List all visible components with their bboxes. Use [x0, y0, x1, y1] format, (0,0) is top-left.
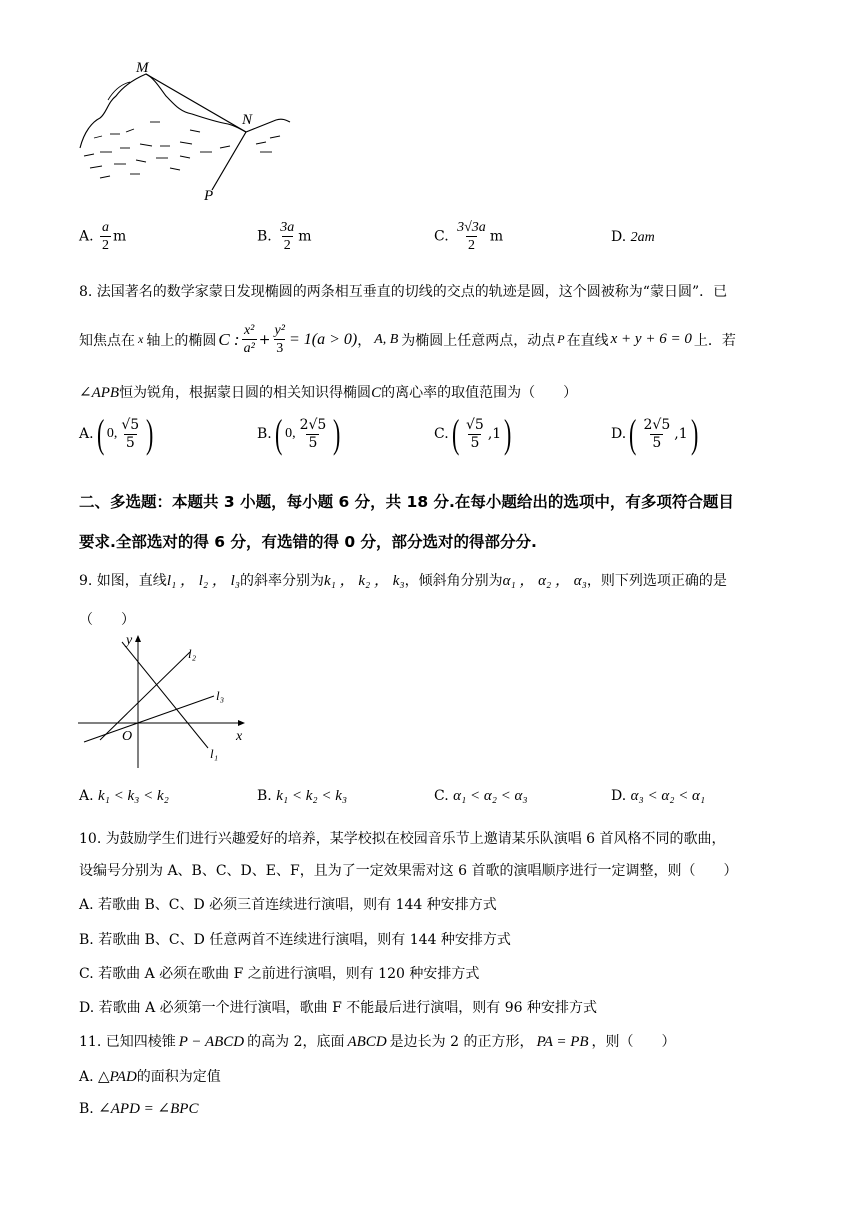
label-l2: l₂: [188, 646, 197, 661]
text: 的斜率分别为: [239, 573, 324, 589]
q8-line-3: [79, 382, 577, 402]
mountain-figure: [70, 60, 300, 210]
denominator: 3: [276, 341, 284, 356]
base: ABCD: [347, 1034, 387, 1050]
q8-line-2: [79, 322, 736, 357]
interval-end: ,1: [674, 426, 688, 442]
denominator: 5: [125, 434, 135, 451]
q7-option-c: [434, 219, 503, 254]
section-heading-line-2: 要求.全部选对的得 6 分，有选错的得 0 分，部分选对的得部分分.: [79, 533, 537, 551]
numerator: √5: [121, 416, 140, 433]
interval-start: 0,: [106, 426, 118, 441]
denominator: 2: [283, 238, 291, 253]
text: 的面积为定值: [136, 1069, 221, 1085]
unit: m: [113, 228, 127, 245]
label-M: M: [136, 60, 149, 76]
option-letter: A.: [79, 1069, 94, 1085]
option-letter: C.: [434, 228, 449, 245]
fraction: [464, 417, 486, 452]
left-paren: (: [274, 411, 283, 456]
lines: l₁ ， l₂ ， l₃: [166, 573, 240, 589]
q9-coordinate-figure: [76, 630, 266, 770]
numerator: 2√5: [299, 416, 327, 433]
option-letter: B.: [79, 1101, 94, 1117]
denominator: a²: [243, 341, 255, 356]
q7-option-b: [257, 219, 311, 254]
numerator: y²: [274, 323, 285, 338]
option-value: α₃ < α₂ < α₁: [630, 788, 706, 804]
fraction: [298, 417, 329, 452]
q9-line-2: （ ）: [79, 612, 135, 628]
option-letter: B.: [257, 426, 272, 442]
label-P: P: [204, 188, 214, 204]
var-x: x: [138, 332, 144, 346]
ellipse-name: C :: [218, 329, 240, 349]
unit: m: [489, 228, 504, 245]
q9-option-b: [257, 788, 347, 805]
ellipse-name: C: [371, 385, 382, 401]
denominator: 2: [467, 238, 475, 253]
fraction: [455, 219, 488, 254]
text: 轴上的椭圆: [146, 332, 217, 349]
q11-option-a: [79, 1066, 221, 1086]
option-letter: D.: [611, 426, 627, 442]
text: 上．若: [693, 332, 736, 349]
option-value: k₁ < k₂ < k₃: [276, 788, 348, 804]
option-letter: D.: [611, 788, 627, 804]
interval-end: ,1: [487, 426, 502, 442]
left-paren: (: [96, 411, 104, 456]
option-letter: D.: [611, 229, 627, 245]
label-l3: l₃: [216, 688, 225, 703]
right-paren: ): [333, 411, 341, 456]
text: 是边长为 2 的正方形，: [389, 1034, 534, 1050]
equation: PA = PB: [536, 1034, 589, 1050]
right-paren: ): [690, 411, 698, 456]
interval-start: 0,: [285, 426, 296, 441]
label-origin: O: [122, 729, 133, 744]
equation: = 1(a > 0): [288, 330, 358, 348]
line-l2: [100, 652, 190, 740]
text: 9. 如图，直线: [79, 573, 167, 589]
denominator: 2: [102, 238, 110, 253]
text: ，: [357, 332, 372, 349]
denominator: 5: [470, 434, 480, 451]
q10-line-2: 设编号分别为 A、B、C、D、E、F，且为了一定效果需对这 6 首歌的演唱顺序进行一定调整，则（ ）: [79, 863, 738, 879]
text: 的离心率的取值范围为（ ）: [381, 385, 578, 401]
option-letter: A.: [79, 426, 94, 442]
angle: ∠APB: [79, 385, 120, 401]
pyramid: P − ABCD: [178, 1034, 245, 1050]
option-letter: A.: [79, 228, 94, 245]
q10-option-a: A. 若歌曲 B、C、D 必须三首连续进行演唱，则有 144 种安排方式: [79, 897, 497, 913]
numerator: √5: [466, 416, 484, 433]
line-equation: x + y + 6 = 0: [610, 331, 692, 347]
q10-option-c: C. 若歌曲 A 必须在歌曲 F 之前进行演唱，则有 120 种安排方式: [79, 966, 480, 982]
label-l1: l₁: [210, 746, 219, 761]
slopes: k₁ ， k₂ ， k₃: [323, 573, 405, 589]
option-value: α₁ < α₂ < α₃: [453, 788, 528, 804]
text: 的高为 2，底面: [247, 1034, 345, 1050]
q10-option-d: D. 若歌曲 A 必须第一个进行演唱，歌曲 F 不能最后进行演唱，则有 96 种安排方式: [79, 1000, 597, 1016]
right-paren: ): [146, 411, 154, 456]
option-letter: A.: [79, 788, 94, 804]
q7-option-a: [79, 219, 126, 254]
label-N: N: [242, 112, 253, 128]
numerator: 3a: [280, 220, 295, 235]
label-x: x: [236, 729, 243, 744]
q9-option-a: [79, 788, 169, 805]
numerator: 2√5: [643, 416, 671, 433]
unit: m: [298, 228, 312, 245]
left-paren: (: [451, 411, 460, 456]
option-letter: B.: [257, 788, 272, 804]
denominator: 5: [652, 434, 662, 451]
q8-option-d: [611, 411, 701, 456]
angle-equation: ∠APD = ∠BPC: [98, 1101, 199, 1117]
q9-option-c: [434, 788, 528, 805]
text: 在直线: [566, 332, 609, 349]
text: 知焦点在: [79, 332, 135, 349]
option-letter: B.: [257, 228, 272, 245]
option-value: k₁ < k₃ < k₂: [98, 788, 169, 804]
fraction: [273, 322, 287, 357]
q7-option-d: [611, 229, 655, 246]
line-l3: [84, 696, 214, 742]
fraction: [119, 417, 141, 452]
fraction: [642, 417, 673, 452]
q11-line-1: [79, 1031, 676, 1051]
operator: +: [258, 331, 271, 348]
fraction: [242, 322, 257, 357]
left-paren: (: [629, 411, 637, 456]
option-letter: C.: [434, 788, 449, 804]
text: 为椭圆上任意两点，动点: [401, 332, 556, 349]
option-value: 2am: [630, 230, 655, 245]
q8-line-1: 8. 法国著名的数学家蒙日发现椭圆的两条相互垂直的切线的交点的轨迹是圆，这个圆被称为“蒙日圆”．已: [79, 284, 728, 300]
q11-option-b: [79, 1099, 198, 1118]
q9-line-1: [79, 569, 727, 590]
right-paren: ): [504, 411, 512, 456]
point-p: P: [557, 332, 565, 346]
label-y: y: [126, 633, 133, 648]
q8-option-c: [434, 411, 515, 456]
text: ，倾斜角分别为: [404, 573, 503, 589]
q8-option-a: [79, 411, 157, 456]
text: 恒为锐角，根据蒙日圆的相关知识得椭圆: [119, 385, 372, 401]
fraction: [100, 219, 111, 254]
text: 11. 已知四棱锥: [79, 1034, 176, 1050]
q9-option-d: [611, 788, 705, 805]
angles: α₁ ， α₂ ， α₃: [502, 573, 587, 589]
fraction: [278, 219, 296, 254]
numerator: a: [102, 220, 110, 235]
text: ，则下列选项正确的是: [586, 573, 727, 589]
denominator: 5: [308, 434, 318, 451]
q10-line-1: 10. 为鼓励学生们进行兴趣爱好的培养，某学校拟在校园音乐节上邀请某乐队演唱 6 首风格不同的歌曲，: [79, 831, 726, 847]
text: ，则（ ）: [591, 1034, 676, 1050]
q10-option-b: B. 若歌曲 B、C、D 任意两首不连续进行演唱，则有 144 种安排方式: [79, 932, 511, 948]
numerator: 3√3a: [457, 220, 486, 235]
section-heading-line-1: 二、多选题：本题共 3 小题，每小题 6 分，共 18 分.在每小题给出的选项中，有多项符合题目: [79, 493, 734, 511]
numerator: x²: [243, 323, 255, 338]
option-letter: C.: [434, 426, 449, 442]
q8-option-b: [257, 411, 344, 456]
triangle: △PAD: [98, 1069, 137, 1085]
points-ab: A, B: [374, 331, 399, 347]
